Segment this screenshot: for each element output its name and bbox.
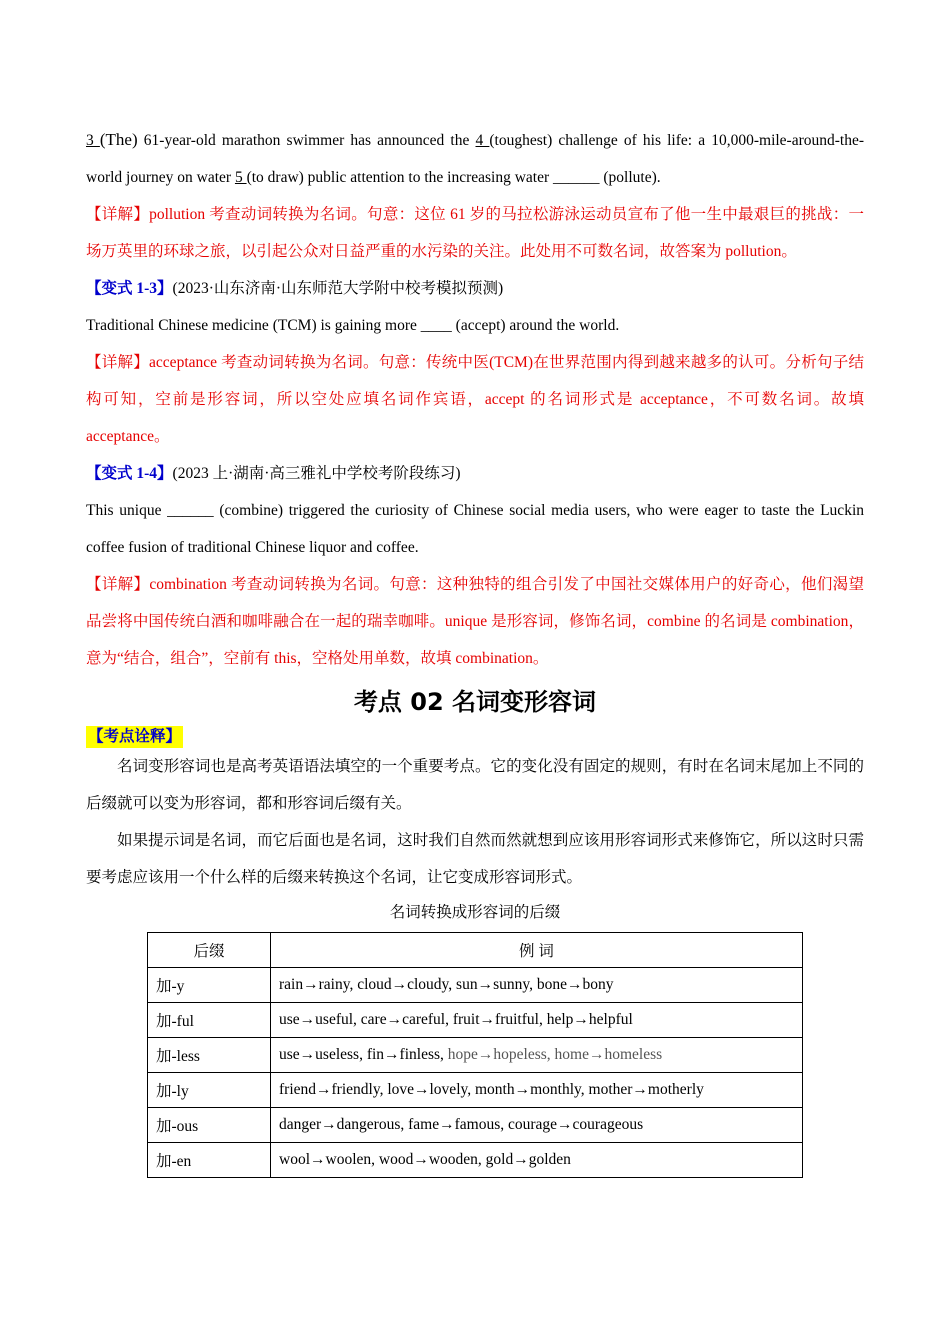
passage-text-1: 61-year-old marathon swimmer has announced the [137,132,476,149]
table-caption: 名词转换成形容词的后缀 [389,904,561,921]
variant-label: 【变式 1-3】 [86,280,173,297]
table-row [148,1143,803,1178]
passage-text-3: (to draw) public attention to the increasing water ______ (pollute). [246,169,661,186]
variant-source: (2023 上·湖南·高三雅礼中学校考阶段练习) [172,465,461,482]
header-examples: 例 词 [271,933,803,968]
table-header-row [148,933,803,968]
detail-text: acceptance 考查动词转换为名词。句意：传统中医(TCM)在世界范围内得到越来越多的认可。分析句子结构可知，空前是形容词，所以空处应填名词作宾语，accept 的名词形式是 acceptance，不可数名词。故填 acceptance。 [86,354,864,445]
blank-4: 4 [475,132,490,149]
header-suffix: 后缀 [148,933,271,968]
document-content [86,121,864,1178]
examples-cell: friend→friendly, love→lovely, month→monthly, mother→motherly [271,1073,803,1108]
suffix-cell: 加-y [148,968,271,1003]
suffix-cell: 加-less [148,1038,271,1073]
detail-explanation-2 [86,344,864,455]
examples-cell: rain→rainy, cloud→cloudy, sun→sunny, bone→bony [271,968,803,1003]
examples-text: use→useless, fin→finless, [279,1046,448,1063]
examples-cell: use→useful, care→careful, fruit→fruitful, help→helpful [271,1003,803,1038]
table-row [148,1108,803,1143]
examples-cell [271,1038,803,1073]
table-row [148,1038,803,1073]
detail-explanation-1 [86,196,864,270]
detail-label: 【详解】 [86,354,150,371]
variant-label: 【变式 1-4】 [86,465,173,482]
examples-text-gray: hope→hopeless, home→homeless [447,1046,663,1063]
section-title: 考点 02 名词变形容词 [353,688,597,716]
suffix-cell: 加-ful [148,1003,271,1038]
table-row [148,1073,803,1108]
table-row [148,1003,803,1038]
detail-label: 【详解】 [86,206,150,223]
blank-5: 5 [234,169,247,186]
suffix-cell: 加-en [148,1143,271,1178]
variant-1-3-question: Traditional Chinese medicine (TCM) is gaining more ____ (accept) around the world. [86,317,620,334]
blank-3: 3 [86,132,100,149]
section-paragraph-2: 如果提示词是名词，而它后面也是名词，这时我们自然而然就想到应该用形容词形式来修饰它，所以这时只需要考虑应该用一个什么样的后缀来转换这个名词，让它变成形容词形式。 [86,832,864,886]
variant-1-4-header [86,455,864,492]
detail-text: combination 考查动词转换为名词。句意：这种独特的组合引发了中国社交媒体用户的好奇心，他们渴望品尝将中国传统白酒和咖啡融合在一起的瑞幸咖啡。unique 是形容词，修饰名词，combine 的名词是 combination，意为“结合，组合”，空前有 this，空格处用单数，故填 combination。 [86,576,864,667]
detail-text: pollution 考查动词转换为名词。句意：这位 61 岁的马拉松游泳运动员宣布了他一生中最艰巨的挑战：一场万英里的环球之旅，以引起公众对日益严重的水污染的关注。此处用不可数名词，故答案为 pollution。 [86,206,864,260]
suffix-cell: 加-ly [148,1073,271,1108]
question-passage [86,121,864,196]
variant-source: (2023·山东济南·山东师范大学附中校考模拟预测) [172,280,504,297]
examples-cell: danger→dangerous, fame→famous, courage→courageous [271,1108,803,1143]
variant-1-3-header [86,270,864,307]
section-paragraph-1: 名词变形容词也是高考英语语法填空的一个重要考点。它的变化没有固定的规则，有时在名词末尾加上不同的后缀就可以变为形容词，都和形容词后缀有关。 [86,758,864,812]
section-tag: 【考点诠释】 [86,726,183,748]
hint-the: (The) [99,130,138,149]
examples-cell: wool→woolen, wood→wooden, gold→golden [271,1143,803,1178]
table-row [148,968,803,1003]
variant-1-4-question: This unique ______ (combine) triggered the curiosity of Chinese social media users, who were eager to taste the Luckin coffee fusion of traditional Chinese liquor and coffee. [86,502,864,556]
detail-label: 【详解】 [86,576,150,593]
suffix-table [147,932,803,1178]
suffix-cell: 加-ous [148,1108,271,1143]
detail-explanation-3 [86,566,864,677]
passage-text-2: (toughest) challenge of his life: a 10,000-mile-around-the-world journey on water [86,132,865,186]
